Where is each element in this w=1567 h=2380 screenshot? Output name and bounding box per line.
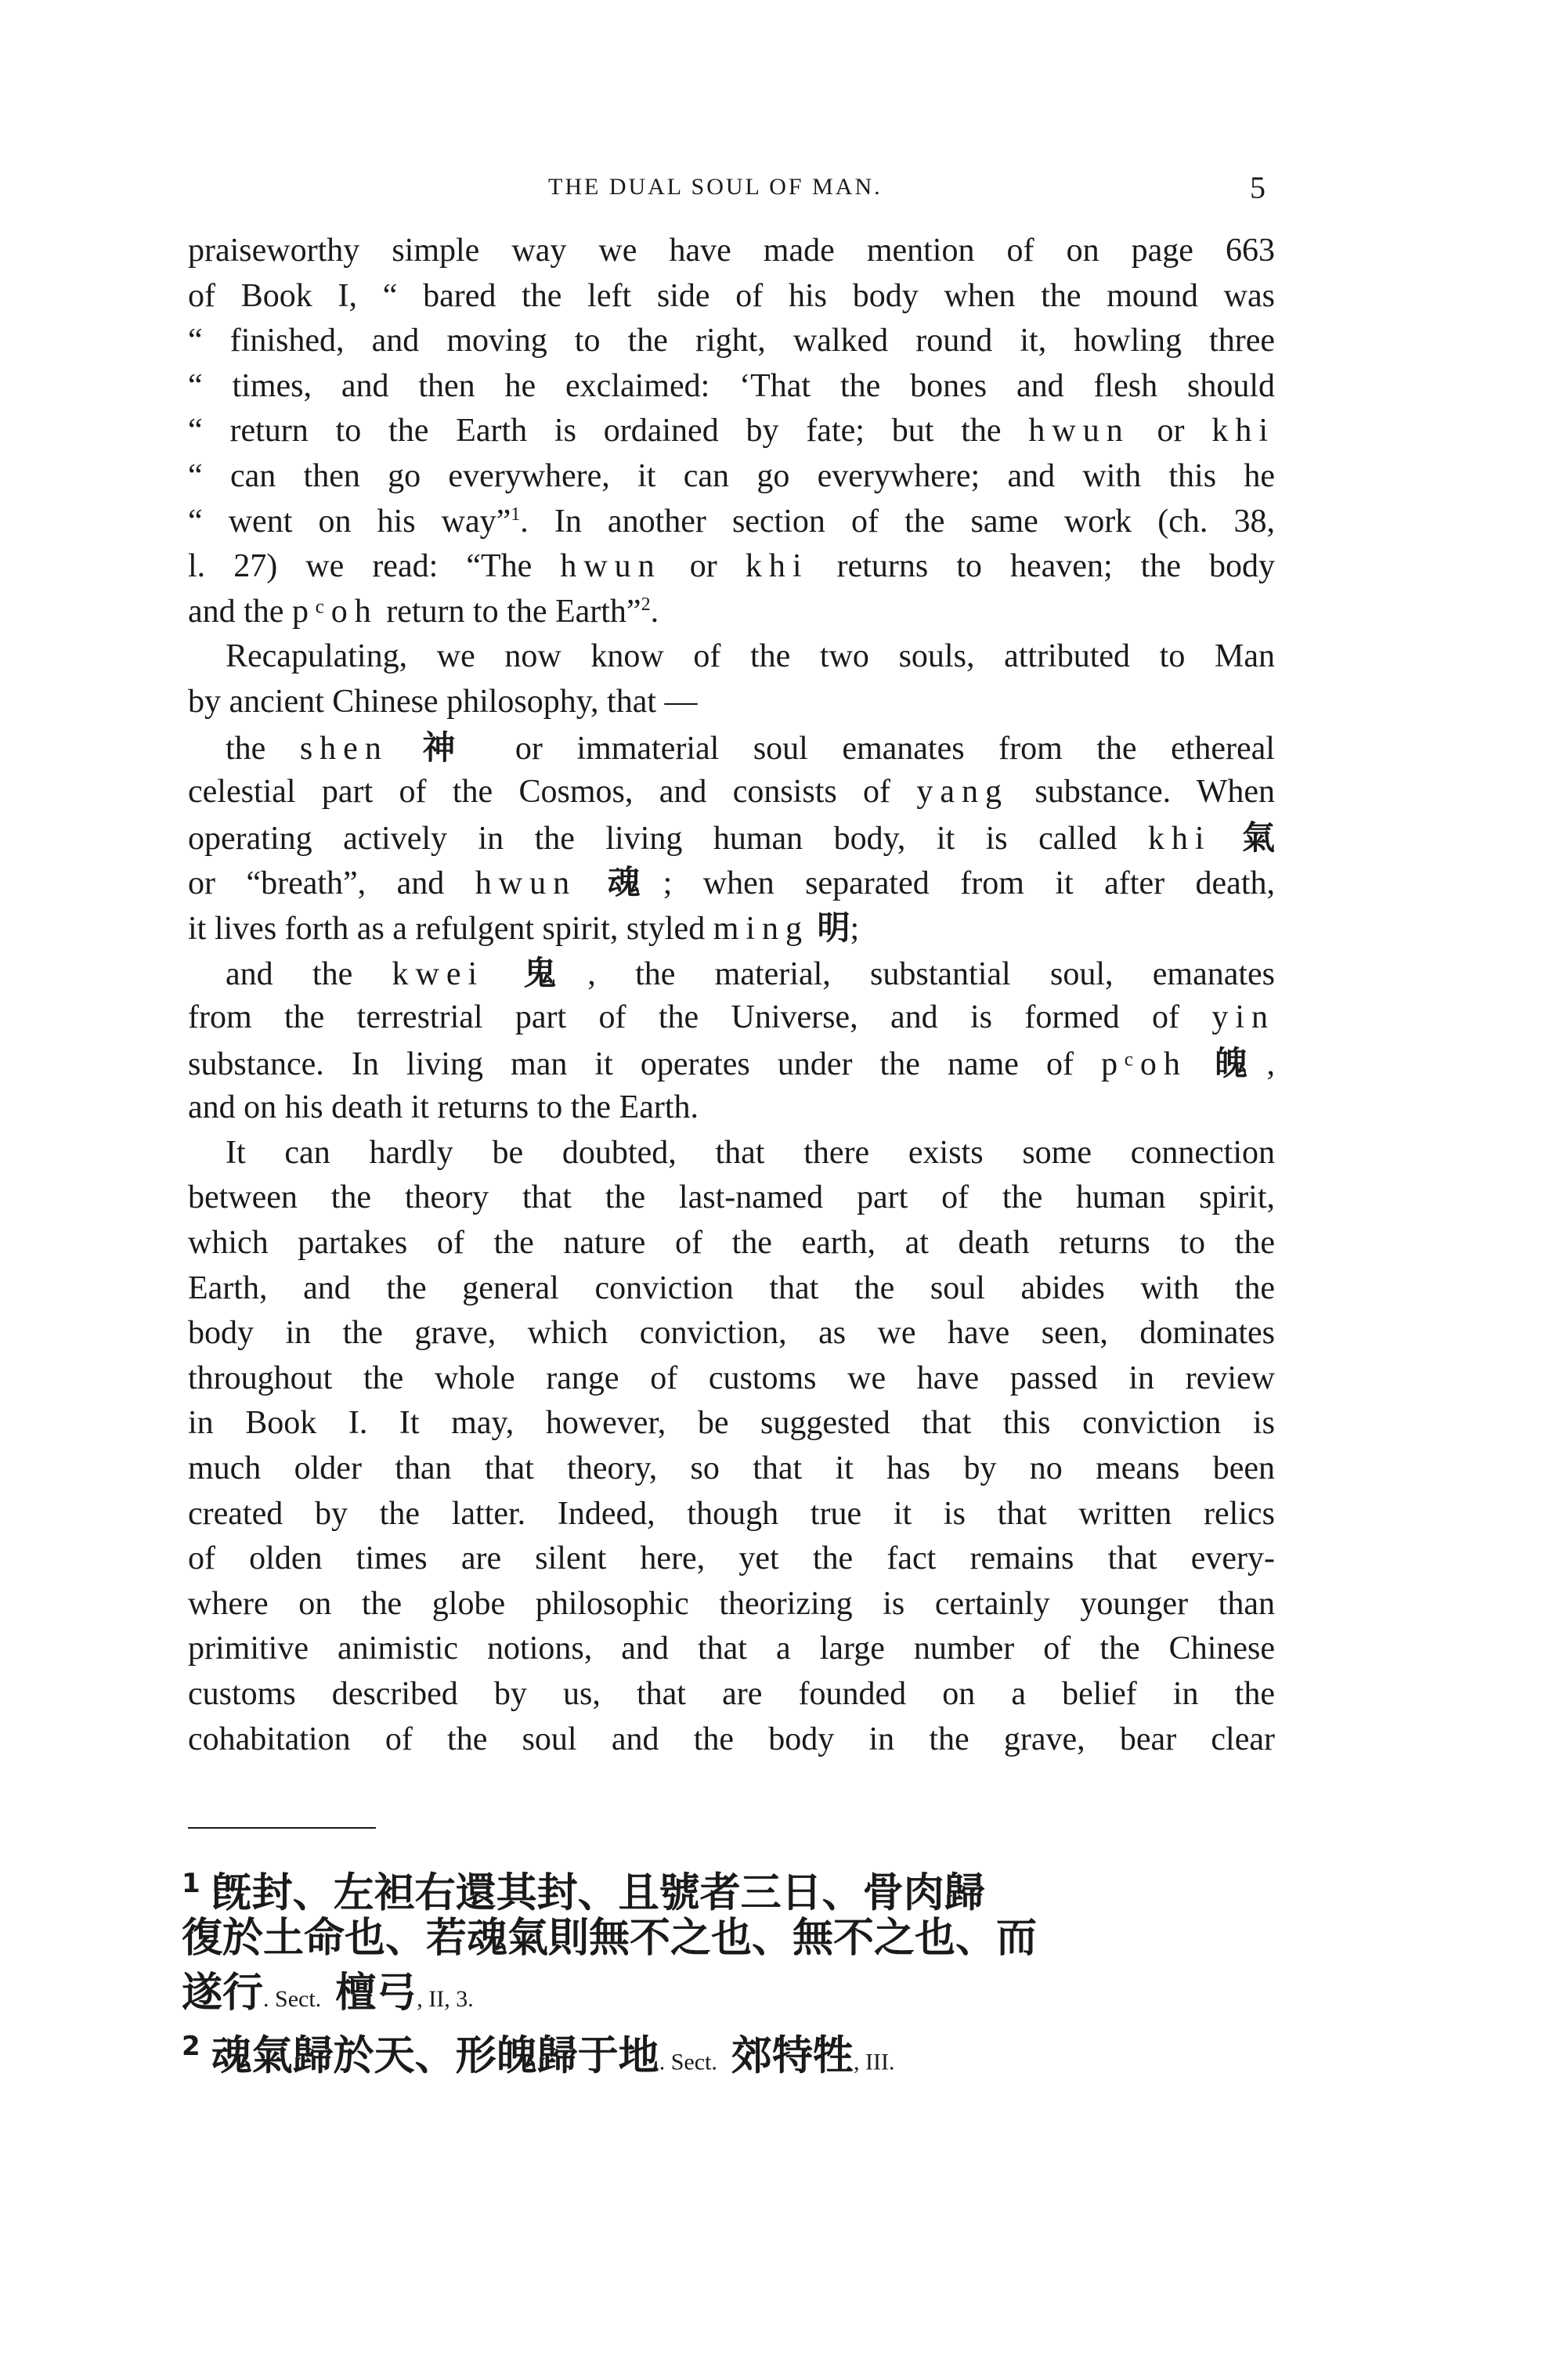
text-line: the shen 神 or immaterial soul emanates from the ethereal [226,728,1275,767]
footnote-2-number: 2 [182,2031,200,2062]
char-poh: 魄 [1214,1043,1267,1082]
page-number: 5 [1250,170,1266,205]
footnote-ref-1: 1 [511,504,521,525]
text-line: customs described by us, that are founded on a belief in the [188,1676,1275,1712]
text-line: operating actively in the living human body, it is called khi 氣 [188,818,1275,857]
term-hwun: hwun [1028,413,1130,450]
char-ming: 明 [817,908,850,947]
text-line: it lives forth as a refulgent spirit, styled ming 明; [188,908,860,947]
running-title: THE DUAL SOUL OF MAN. [548,174,883,200]
text-line: between the theory that the last-named part of the human spirit, [188,1179,1275,1216]
term-hwun: hwun [560,548,662,585]
term-kwei: kwei [392,955,485,992]
text-line: praiseworthy simple way we have made mention of on page 663 [188,233,1275,269]
term-khi: khi [745,548,809,585]
text-line: created by the latter. Indeed, though true it is that written relics [188,1495,1275,1532]
text-line: primitive animistic notions, and that a large number of the Chinese [188,1631,1275,1667]
term-poh: pᶜoh [1101,1046,1187,1082]
char-hwun: 魂 [607,863,663,902]
text-line: and on his death it returns to the Earth. [188,1089,699,1126]
footnote-1-line: $^1$ 旣封、左袒右還其封、且號者三日、骨肉歸 [182,1868,985,1917]
char-shen: 神 [422,728,482,767]
text-line: It can hardly be doubted, that there exists some connection [226,1134,1275,1171]
text-line: celestial part of the Cosmos, and consists of yang substance. When [188,774,1275,811]
text-line: and the pᶜoh return to the Earth”$^2$. [188,593,659,630]
text-line: “ went on his way”$^1$. In another section of the same work (ch. 38, [188,503,1275,540]
text-line: throughout the whole range of customs we have passed in review [188,1360,1275,1396]
text-line: or “breath”, and hwun 魂; when separated from it after death, [188,863,1275,902]
text-line: much older than that theory, so that it has by no means been [188,1450,1275,1487]
term-khi: khi [1211,413,1275,450]
footnote-1-number: 1 [182,1868,200,1899]
char-kwei: 鬼 [523,953,588,992]
text-line: Recapulating, we now know of the two souls, attributed to Man [226,638,1275,675]
text-line: in Book I. It may, however, be suggested that this conviction is [188,1405,1275,1442]
text-line: substance. In living man it operates under the name of pᶜoh 魄, [188,1043,1275,1082]
term-ming: ming [713,910,810,947]
footnotes [182,1856,1278,2080]
term-poh: pᶜoh [291,593,378,630]
term-shen: shen [299,730,388,767]
term-hwun: hwun [475,865,577,902]
running-head [0,170,1567,205]
text-line: where on the globe philosophic theorizing is certainly younger than [188,1585,1275,1622]
footnote-1-line: 復於土命也、若魂氣則無不之也、無不之也、而 [182,1915,1038,1962]
text-line: by ancient Chinese philosophy, that — [188,683,698,720]
text-line: which partakes of the nature of the earth, at death returns to the [188,1225,1275,1262]
text-line: “ times, and then he exclaimed: ‘That the bones and flesh should [188,367,1275,404]
char-khi: 氣 [1242,818,1275,857]
body-text [188,229,1275,1762]
term-yin: yin [1211,999,1275,1036]
text-line: body in the grave, which conviction, as we have seen, dominates [188,1315,1275,1352]
text-line: l. 27) we read: “The hwun or khi returns to heaven; the body [188,548,1275,585]
text-line: “ return to the Earth is ordained by fate; but the hwun or khi [188,413,1275,450]
text-line: Earth, and the general conviction that the soul abides with the [188,1269,1275,1306]
footnote-rule [188,1827,376,1829]
text-line: from the terrestrial part of the Universe, and is formed of yin [188,999,1275,1036]
text-line: “ can then go everywhere, it can go everywhere; and with this he [188,457,1275,494]
text-line: of Book I, “ bared the left side of his body when the mound was [188,277,1275,314]
text-line: cohabitation of the soul and the body in the grave, bear clear [188,1721,1275,1757]
footnote-2-line: $^2$ 魂氣歸於天、形魄歸于地. Sect. 郊特牲, III. [182,2031,895,2080]
text-line: of olden times are silent here, yet the fact remains that every- [188,1540,1275,1577]
text-line: and the kwei 鬼, the material, substantial soul, emanates [226,953,1275,992]
footnote-ref-2: 2 [641,594,651,615]
term-yang: yang [916,774,1009,811]
text-line: “ finished, and moving to the right, walked round it, howling three [188,323,1275,359]
term-khi: khi [1147,820,1211,857]
footnote-1-line: 遂行. Sect. 檀弓, II, 3. [182,1970,474,2017]
